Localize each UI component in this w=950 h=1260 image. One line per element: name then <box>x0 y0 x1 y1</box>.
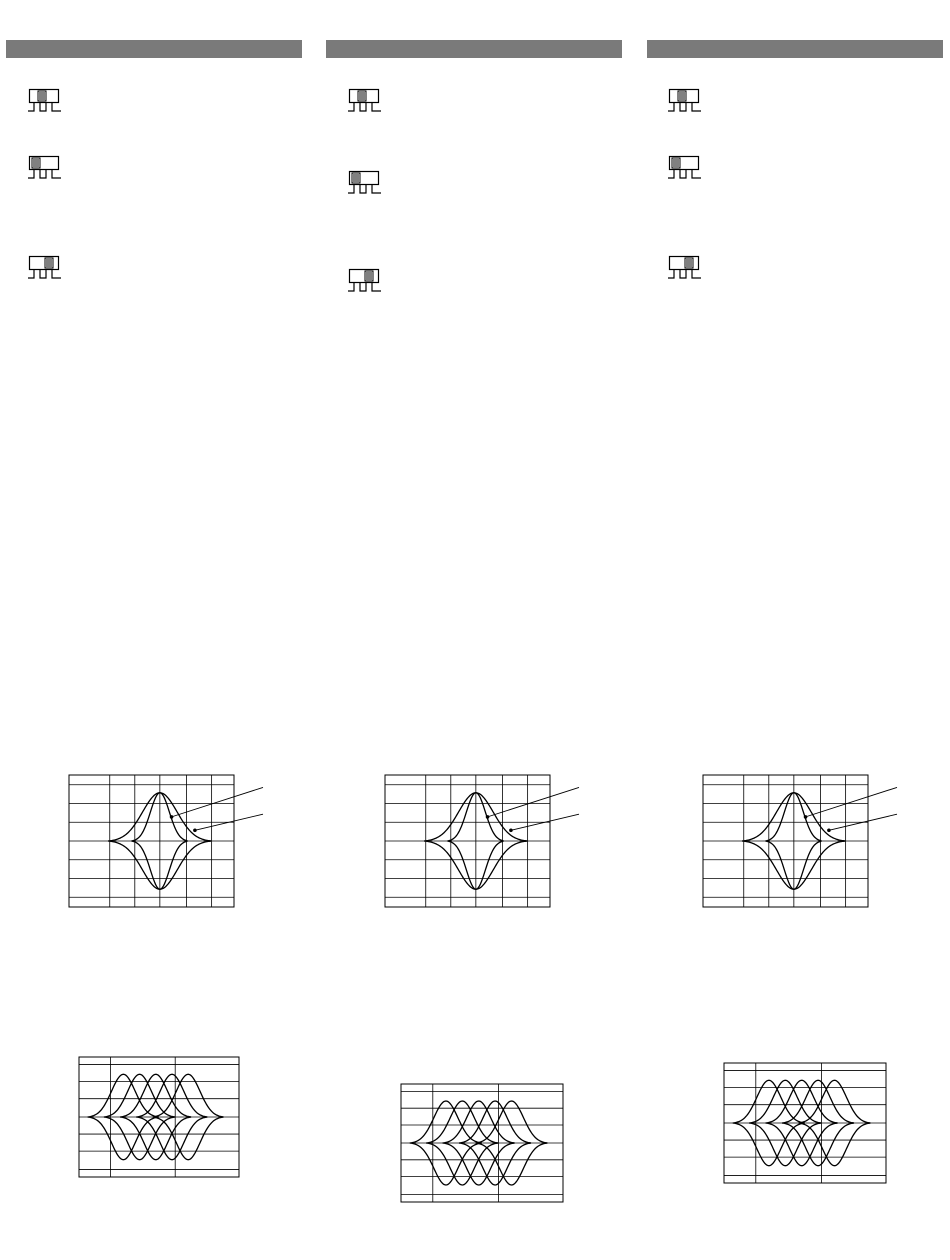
callout-arrowhead <box>486 815 490 819</box>
switch-leads <box>668 103 701 111</box>
callout-arrowhead <box>509 828 513 832</box>
callout-arrowhead <box>827 828 831 832</box>
eq-curve-chart-2 <box>384 774 601 908</box>
column-header-bar-2 <box>326 40 622 58</box>
slide-switch-icon <box>348 170 382 196</box>
switch-housing <box>30 257 59 270</box>
column-header-bar-3 <box>647 40 943 58</box>
slide-switch-icon <box>28 155 62 181</box>
eq-curve-chart-3 <box>702 774 919 908</box>
callout-arrowhead <box>804 815 808 819</box>
switch-leads <box>28 103 61 111</box>
switch-leads <box>668 170 701 178</box>
switch-leads <box>668 270 701 278</box>
eq-sweep-chart-3 <box>723 1062 887 1184</box>
eq-sweep-chart-2 <box>400 1083 564 1203</box>
switch-housing <box>670 257 699 270</box>
slide-switch-icon <box>28 255 62 281</box>
switch-leads <box>348 283 381 291</box>
switch-leads <box>28 170 61 178</box>
slide-switch-icon <box>28 88 62 114</box>
slide-switch-icon <box>348 268 382 294</box>
switch-housing <box>350 270 379 283</box>
callout-arrowhead <box>193 828 197 832</box>
callout-arrowhead <box>170 815 174 819</box>
switch-leads <box>348 185 381 193</box>
eq-curve-chart-1 <box>68 774 285 908</box>
column-header-bar-1 <box>6 40 302 58</box>
eq-sweep-chart-1 <box>78 1056 240 1178</box>
slide-switch-icon <box>668 155 702 181</box>
slide-switch-icon <box>668 255 702 281</box>
slide-switch-icon <box>668 88 702 114</box>
switch-leads <box>28 270 61 278</box>
slide-switch-icon <box>348 88 382 114</box>
switch-leads <box>348 103 381 111</box>
